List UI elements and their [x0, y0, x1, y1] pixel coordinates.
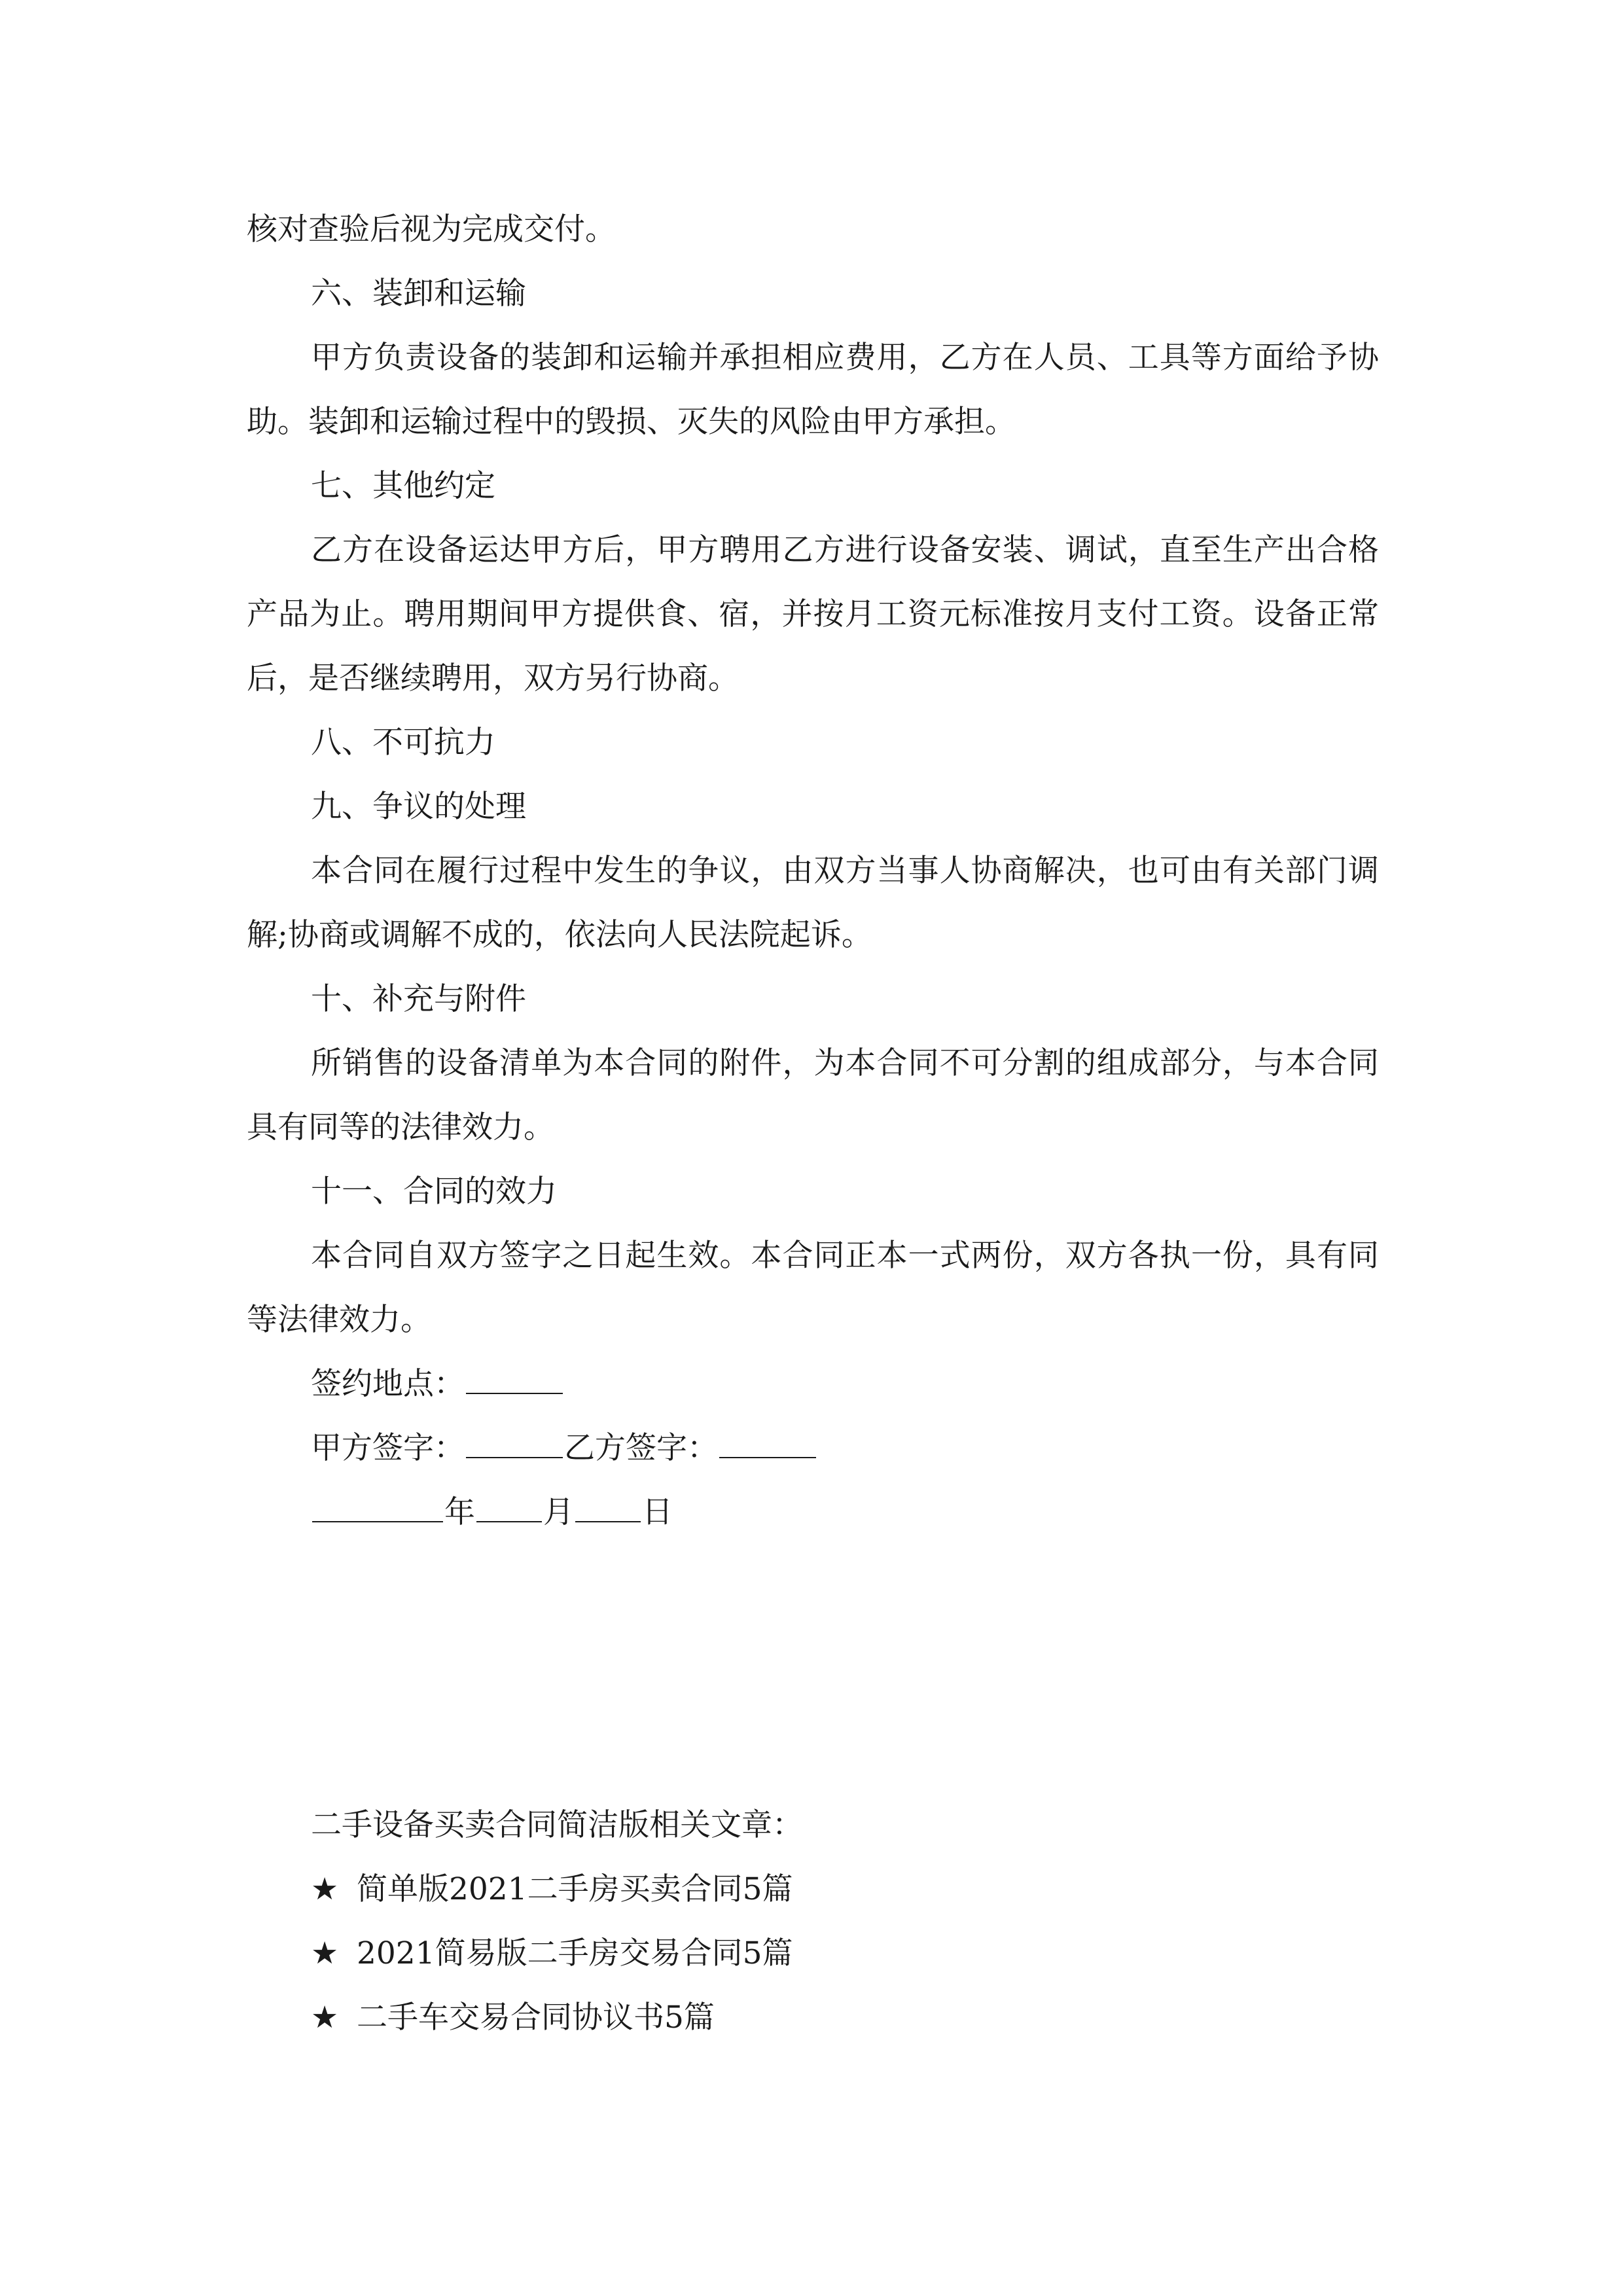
party-a-signature-label: 甲方签字： — [311, 1430, 465, 1466]
related-articles-title: 二手设备买卖合同简洁版相关文章： — [311, 1807, 803, 1843]
related-articles — [247, 1793, 1379, 2050]
signing-place-blank — [466, 1368, 563, 1394]
section-heading-force-majeure: 八、不可抗力 — [311, 725, 495, 761]
paragraph-loading-transport: 甲方负责设备的装卸和运输并承担相应费用，乙方在人员、工具等方面给予协助。装卸和运输过程中的毁损、灭失的风险由甲方承担。 — [247, 340, 1379, 440]
section-heading-dispute: 九、争议的处理 — [311, 789, 526, 825]
star-icon: ★ — [311, 1871, 339, 1907]
paragraph-validity: 本合同自双方签字之日起生效。本合同正本一式两份，双方各执一份，具有同等法律效力。 — [247, 1238, 1379, 1338]
related-article-link[interactable] — [247, 1922, 1379, 1986]
paragraph-delivery-continued: 核对查验后视为完成交付。 — [247, 211, 616, 247]
signing-place-label: 签约地点： — [311, 1366, 465, 1402]
star-icon: ★ — [311, 2000, 339, 2036]
related-article-title[interactable]: 简单版2021二手房买卖合同5篇 — [357, 1871, 793, 1907]
month-label: 月 — [543, 1494, 574, 1530]
section-heading-validity: 十一、合同的效力 — [311, 1174, 557, 1210]
paragraph-other-terms: 乙方在设备运达甲方后，甲方聘用乙方进行设备安装、调试，直至生产出合格产品为止。聘用期间甲方提供食、宿，并按月工资元标准按月支付工资。设备正常后，是否继续聘用，双方另行协商。 — [247, 532, 1379, 696]
date-line — [247, 1480, 1379, 1545]
year-label: 年 — [444, 1494, 475, 1530]
section-heading-supplement: 十、补充与附件 — [311, 981, 526, 1017]
related-article-title[interactable]: 二手车交易合同协议书5篇 — [357, 2000, 715, 2036]
section-heading-loading-transport: 六、装卸和运输 — [311, 276, 526, 312]
signatures-line — [247, 1416, 1379, 1480]
year-blank — [312, 1496, 443, 1522]
related-article-title[interactable]: 2021简易版二手房交易合同5篇 — [357, 1935, 793, 1971]
section-heading-other-terms: 七、其他约定 — [311, 468, 495, 504]
day-blank — [575, 1496, 641, 1522]
star-icon: ★ — [311, 1935, 339, 1971]
party-b-signature-label: 乙方签字： — [564, 1430, 718, 1466]
contract-body — [247, 198, 1379, 1545]
day-label: 日 — [642, 1494, 673, 1530]
paragraph-dispute: 本合同在履行过程中发生的争议，由双方当事人协商解决，也可由有关部门调解;协商或调解不成的，依法向人民法院起诉。 — [247, 853, 1379, 953]
party-a-signature-blank — [466, 1432, 563, 1458]
party-b-signature-blank — [719, 1432, 816, 1458]
month-blank — [476, 1496, 542, 1522]
related-article-link[interactable] — [247, 1986, 1379, 2050]
related-article-link[interactable] — [247, 1857, 1379, 1922]
signing-place-line — [247, 1352, 1379, 1416]
paragraph-supplement: 所销售的设备清单为本合同的附件，为本合同不可分割的组成部分，与本合同具有同等的法律效力。 — [247, 1045, 1379, 1145]
